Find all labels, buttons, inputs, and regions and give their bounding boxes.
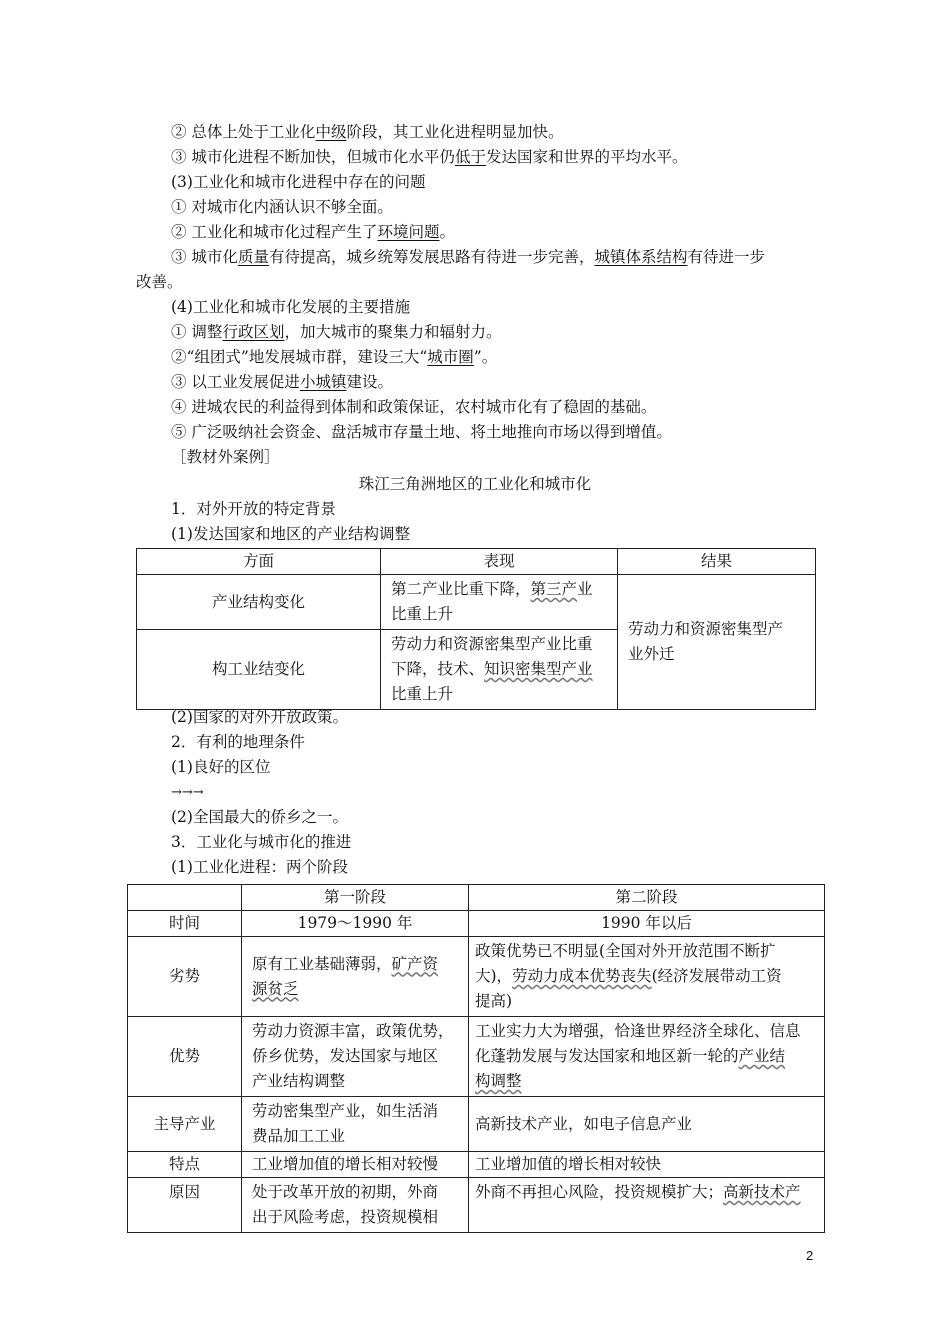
underlined-term: 城镇体系结构 [594,248,688,266]
wavy-term: 构调整 [475,1072,522,1090]
table-cell: 1979～1990 年 [242,911,469,937]
wavy-term: 劳动力成本优势丧失 [512,967,652,985]
text-segment: ③ 城市化进程不断加快，但城市化水平仍 [171,148,455,166]
text-segment: 业外迁 [628,645,675,663]
underlined-term: 行政区划 [222,323,285,341]
text-line: ⑤ 广泛吸纳社会资金、盘活城市存量土地、将土地推向市场以得到增值。 [171,423,672,441]
text-segment: 有待进一步 [687,248,765,266]
wavy-term: 源贫乏 [252,979,299,998]
text-line [171,146,687,168]
underlined-term: 小城镇 [299,373,347,391]
text-segment: ① 调整 [171,323,223,341]
row-label-cell: 劣势 [128,937,242,1017]
underlined-term: 环境问题 [377,223,440,241]
text-segment: 发达国家和世界的平均水平。 [485,148,688,166]
table-header-cell: 第二阶段 [469,885,825,911]
table-cell [242,937,469,1017]
underlined-term: 质量 [237,248,269,266]
table-cell [242,1017,469,1097]
text-segment: 有待提高，城乡统筹发展思路有待进一步完善， [268,248,595,266]
text-line: 改善。 [136,273,183,291]
row-label-cell: 特点 [128,1152,242,1178]
industry-structure-table [136,548,816,710]
text-line: (2)全国最大的侨乡之一。 [171,808,348,826]
text-line [171,246,765,268]
text-line [171,346,497,368]
text-line [171,121,563,143]
text-segment: ② 总体上处于工业化 [171,123,316,141]
table-cell [469,937,825,1017]
table-header-cell: 表现 [381,549,618,575]
text-segment: 劳动力和资源密集型产 [628,620,784,638]
aspect-cell: 构工业结变化 [137,630,381,710]
case-title: 珠江三角洲地区的工业化和城市化 [358,475,592,493]
table-cell [242,1178,469,1233]
text-line [171,321,501,343]
text-segment: 化蓬勃发展与发达国家和地区新一轮的 [475,1047,739,1065]
performance-cell [381,575,618,630]
page-number: 2 [806,1248,814,1263]
section-heading: 1．对外开放的特定背景 [171,500,336,518]
text-segment: ③ 城市化 [171,248,238,266]
table-header-cell: 结果 [618,549,816,575]
row-label-cell: 时间 [128,911,242,937]
section-heading: (4)工业化和城市化发展的主要措施 [171,298,410,316]
text-segment: ③ 以工业发展促进 [171,373,300,391]
section-heading: (1)发达国家和地区的产业结构调整 [171,525,410,543]
wavy-term: 矿产资 [391,954,439,973]
text-segment: 侨乡优势，发达国家与地区 [252,1047,439,1065]
result-cell [618,575,816,710]
text-segment: 处于改革开放的初期，外商 [252,1183,439,1201]
text-segment: 第二产业比重下降， [391,580,531,598]
table-cell: 高新技术产业，如电子信息产业 [469,1097,825,1152]
text-line [171,371,393,393]
table-row [128,1097,825,1152]
underlined-term: 中级 [315,123,347,141]
text-segment: (经济发展带动工资 [651,967,782,985]
text-line: ① 对城市化内涵认识不够全面。 [171,198,393,216]
table-header-row [128,885,825,911]
section-heading: (1)工业化进程：两个阶段 [171,858,348,876]
text-segment: 业 [577,580,593,598]
table-row [128,1178,825,1233]
aspect-cell: 产业结构变化 [137,575,381,630]
table-header-cell: 第一阶段 [242,885,469,911]
text-segment: 比重上升 [391,685,454,703]
wavy-term: 知识密集型产业 [484,660,593,678]
text-segment: 劳动密集型产业，如生活消 [252,1102,439,1120]
section-heading: 2．有利的地理条件 [171,733,305,751]
text-segment: 。 [439,223,455,241]
wavy-term: 产业结 [738,1047,786,1065]
text-segment: ② 工业化和城市化过程产生了 [171,223,378,241]
table-header-cell [128,885,242,911]
text-segment: 阶段，其工业化进程明显加快。 [346,123,564,141]
text-segment: 比重上升 [391,605,454,623]
table-header-row [137,549,816,575]
text-segment: 工业实力大为增强，恰逢世界经济全球化、信息 [475,1022,801,1040]
text-segment: 出于风险考虑，投资规模相 [252,1208,439,1226]
case-label: ［教材外案例］ [171,448,280,466]
table-cell [469,1178,825,1233]
table-cell: 工业增加值的增长相对较慢 [242,1152,469,1178]
table-header-cell: 方面 [137,549,381,575]
underlined-term: 城市圈 [427,348,474,366]
section-heading: (1)良好的区位 [171,758,271,776]
row-label-cell: 优势 [128,1017,242,1097]
text-segment: 劳动力资源丰富，政策优势， [252,1022,454,1040]
table-row [137,575,816,630]
table-row [128,1017,825,1097]
text-segment: 费品加工工业 [252,1127,346,1145]
text-segment: ，加大城市的聚集力和辐射力。 [284,323,502,341]
section-heading: 3．工业化与城市化的推进 [171,833,352,851]
performance-cell [381,630,618,710]
arrow-sequence: →→→ [171,785,204,800]
text-segment: 原有工业基础薄弱， [252,954,392,973]
section-heading: (3)工业化和城市化进程中存在的问题 [171,173,426,191]
table-cell [469,1017,825,1097]
table-row [128,937,825,1017]
text-line [171,221,455,243]
text-segment: 劳动力和资源密集型产业比重 [391,635,593,653]
text-segment: ②“组团式”地发展城市群，建设三大“ [171,348,428,366]
text-segment: 提高) [475,992,513,1010]
row-label-cell: 主导产业 [128,1097,242,1152]
section-heading: (2)国家的对外开放政策。 [171,708,348,726]
underlined-term: 低于 [454,148,486,166]
wavy-term: 高新技术产 [723,1183,801,1201]
text-segment: 下降，技术、 [391,660,485,678]
table-row [128,1152,825,1178]
text-segment: 政策优势已不明显(全国对外开放范围不断扩 [475,942,776,960]
text-segment: 产业结构调整 [252,1072,346,1090]
text-segment: 建设。 [346,373,393,391]
text-segment: 大)， [475,967,513,985]
table-cell: 工业增加值的增长相对较快 [469,1152,825,1178]
table-cell [242,1097,469,1152]
text-segment: 外商不再担心风险，投资规模扩大； [475,1183,724,1201]
industrialization-stages-table [127,884,825,1233]
table-row [128,911,825,937]
table-cell: 1990 年以后 [469,911,825,937]
wavy-term: 第三产 [530,580,578,598]
row-label-cell: 原因 [128,1178,242,1233]
text-segment: ”。 [473,348,498,366]
text-line: ④ 进城农民的利益得到体制和政策保证，农村城市化有了稳固的基础。 [171,398,657,416]
